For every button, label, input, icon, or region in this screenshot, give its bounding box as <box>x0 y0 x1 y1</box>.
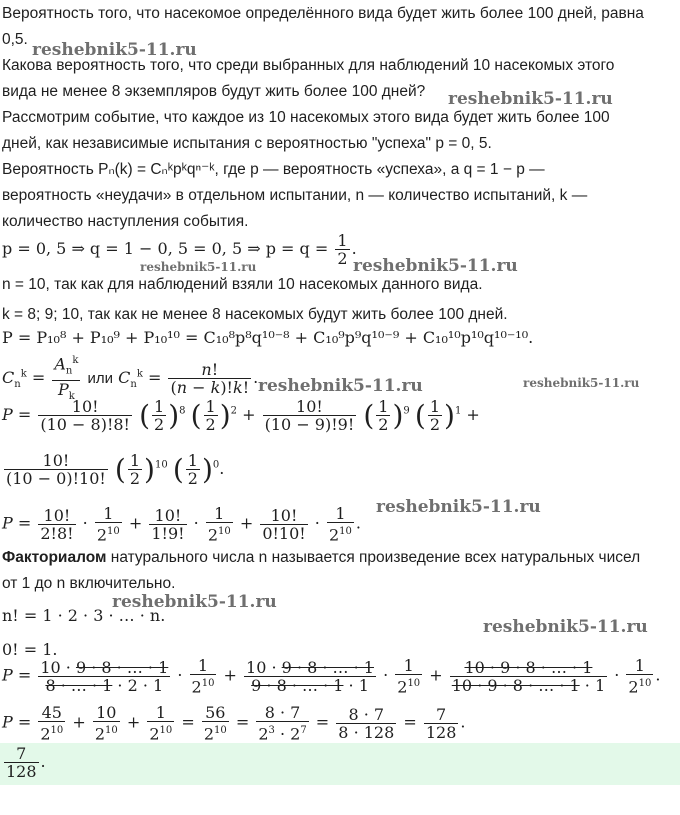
statement-text: 0,5. <box>2 31 28 48</box>
factorial-term: Факториалом <box>2 549 107 566</box>
watermark: reshebnik5-11.ru <box>483 617 648 637</box>
solution-line <box>2 134 492 154</box>
question-text: Какова вероятность того, что среди выбранных для наблюдений 10 насекомых этого <box>2 57 615 74</box>
answer-value: $\frac{7}{128}$ . <box>6 744 46 781</box>
k-values-text: k = 8; 9; 10, так как не менее 8 насекомых будут жить более 100 дней. <box>2 306 508 323</box>
watermark: reshebnik5-11.ru <box>258 376 423 396</box>
sum-formula-text: P = P₁₀⁸ + P₁₀⁹ + P₁₀¹⁰ = C₁₀⁸p⁸q¹⁰⁻⁸ + C₁₀⁹p⁹q¹⁰⁻⁹ + C₁₀¹⁰p¹⁰q¹⁰⁻¹⁰. <box>2 328 534 347</box>
watermark: reshebnik5-11.ru <box>32 40 197 60</box>
question-line-2 <box>2 82 425 102</box>
watermark: reshebnik5-11.ru <box>523 376 640 390</box>
statement-line-1 <box>2 4 644 24</box>
n-value-line <box>2 275 483 295</box>
solution-text: дней, как независимые испытания с вероятностью "успеха" p = 0, 5. <box>2 135 492 152</box>
statement-text: Вероятность того, что насекомое определённого вида будет жить более 100 дней, равна <box>2 5 644 22</box>
solution-text: Рассмотрим событие, что каждое из 10 насекомых этого вида будет жить более 100 <box>2 109 610 126</box>
formula-definition <box>2 160 545 180</box>
formula-text: вероятность «неудачи» в отдельном испытании, n — количество испытаний, k — <box>2 187 588 204</box>
final-computation: P = $\frac{45}{2^{10}}$ + $\frac{10}{2^{10}}$ + $\frac{1}{2^{10}}$ = $\frac{56}{2^{10}}$ = $\frac{8 \cdot 7}{2^3 \cdot 2^7}$ = $\frac{8 \cdot 7}{8 \cdot 128}$ = $\frac{7}{128}$ . <box>2 703 466 744</box>
expanded-expression-1: P = $\frac{10!}{(10 - 8)!8!}$ ( $\frac{1}{2}$ )$^8$ ( $\frac{1}{2}$ )$^2$ + $\frac{10!}{(10 - 9)!9!}$ ( $\frac{1}{2}$ )$^9$ ( $\frac{1}{2}$ )$^1$ + <box>2 397 480 434</box>
n-value-text: n = 10, так как для наблюдений взяли 10 насекомых данного вида. <box>2 276 483 293</box>
question-text: вида не менее 8 экземпляров будут жить более 100 дней? <box>2 83 426 100</box>
watermark: reshebnik5-11.ru <box>448 89 613 109</box>
solution-line <box>2 108 610 128</box>
formula-text: Вероятность Pₙ(k) = Cₙᵏpᵏqⁿ⁻ᵏ, где p — вероятность «успеха», а q = 1 − p — <box>2 161 545 178</box>
factorial-text: натурального числа n называется произведение всех натуральных чисел <box>106 549 641 566</box>
probability-equation: p = 0, 5 ⇒ q = 1 − 0, 5 = 0, 5 ⇒ p = q = $\frac{1}{2}$ . <box>2 231 357 268</box>
factorial-definition <box>2 574 175 594</box>
zero-factorial-text: 0! = 1. <box>2 640 58 659</box>
question-line-1 <box>2 56 614 76</box>
expanded-expression-2: $\frac{10!}{(10 - 0)!10!}$ ( $\frac{1}{2}$ )$^{10}$ ( $\frac{1}{2}$ )$^0$. <box>6 451 225 488</box>
statement-line-2 <box>2 30 28 50</box>
factorial-formula-text: n! = 1 · 2 · 3 · … · n. <box>2 606 166 625</box>
sum-formula <box>2 328 533 349</box>
formula-text: количество наступления события. <box>2 213 249 230</box>
watermark: reshebnik5-11.ru <box>353 256 518 276</box>
combination-formula: $C_n^k$ = $\frac{A_n^k}{P_k}$ или $C_n^k$ = $\frac{n!}{(n - k)!k!}$ . <box>2 352 258 405</box>
formula-definition <box>2 186 587 206</box>
watermark: reshebnik5-11.ru <box>112 592 277 612</box>
simplified-expression: P = $\frac{10!}{2!8!}$ · $\frac{1}{2^{10}}$ + $\frac{10!}{1!9!}$ · $\frac{1}{2^{10}}$ + $\frac{10!}{0!10!}$ · $\frac{1}{2^{10}}$ . <box>2 504 361 545</box>
factorial-text: от 1 до n включительно. <box>2 575 176 592</box>
watermark: reshebnik5-11.ru <box>140 260 257 274</box>
answer-box <box>0 743 680 785</box>
cancellation-expression: P = $\frac{10 \cdot 9 \cdot 8 \cdot \dots \cdot 1}{8 \cdot \dots \cdot 1 \cdot 2 \cdot 1}$ · $\frac{1}{2^{10}}$ + $\frac{10 \cdot 9 \cdot 8 \cdot \dots \cdot 1}{9 \cdot 8 \cdot \dots \cdot 1 \cdot 1}$ · $\frac{1}{2^{10}}$ + $\frac{10 \cdot 9 \cdot 8 \cdot \dots \cdot 1}{10 \cdot 9 \cdot 8 \cdot \dots \cdot 1 \cdot 1}$ · $\frac{1}{2^{10}}$ . <box>2 656 661 697</box>
watermark: reshebnik5-11.ru <box>376 497 541 517</box>
k-values-line <box>2 305 508 325</box>
formula-definition <box>2 212 248 232</box>
factorial-definition <box>2 548 640 568</box>
factorial-formula <box>2 606 165 627</box>
